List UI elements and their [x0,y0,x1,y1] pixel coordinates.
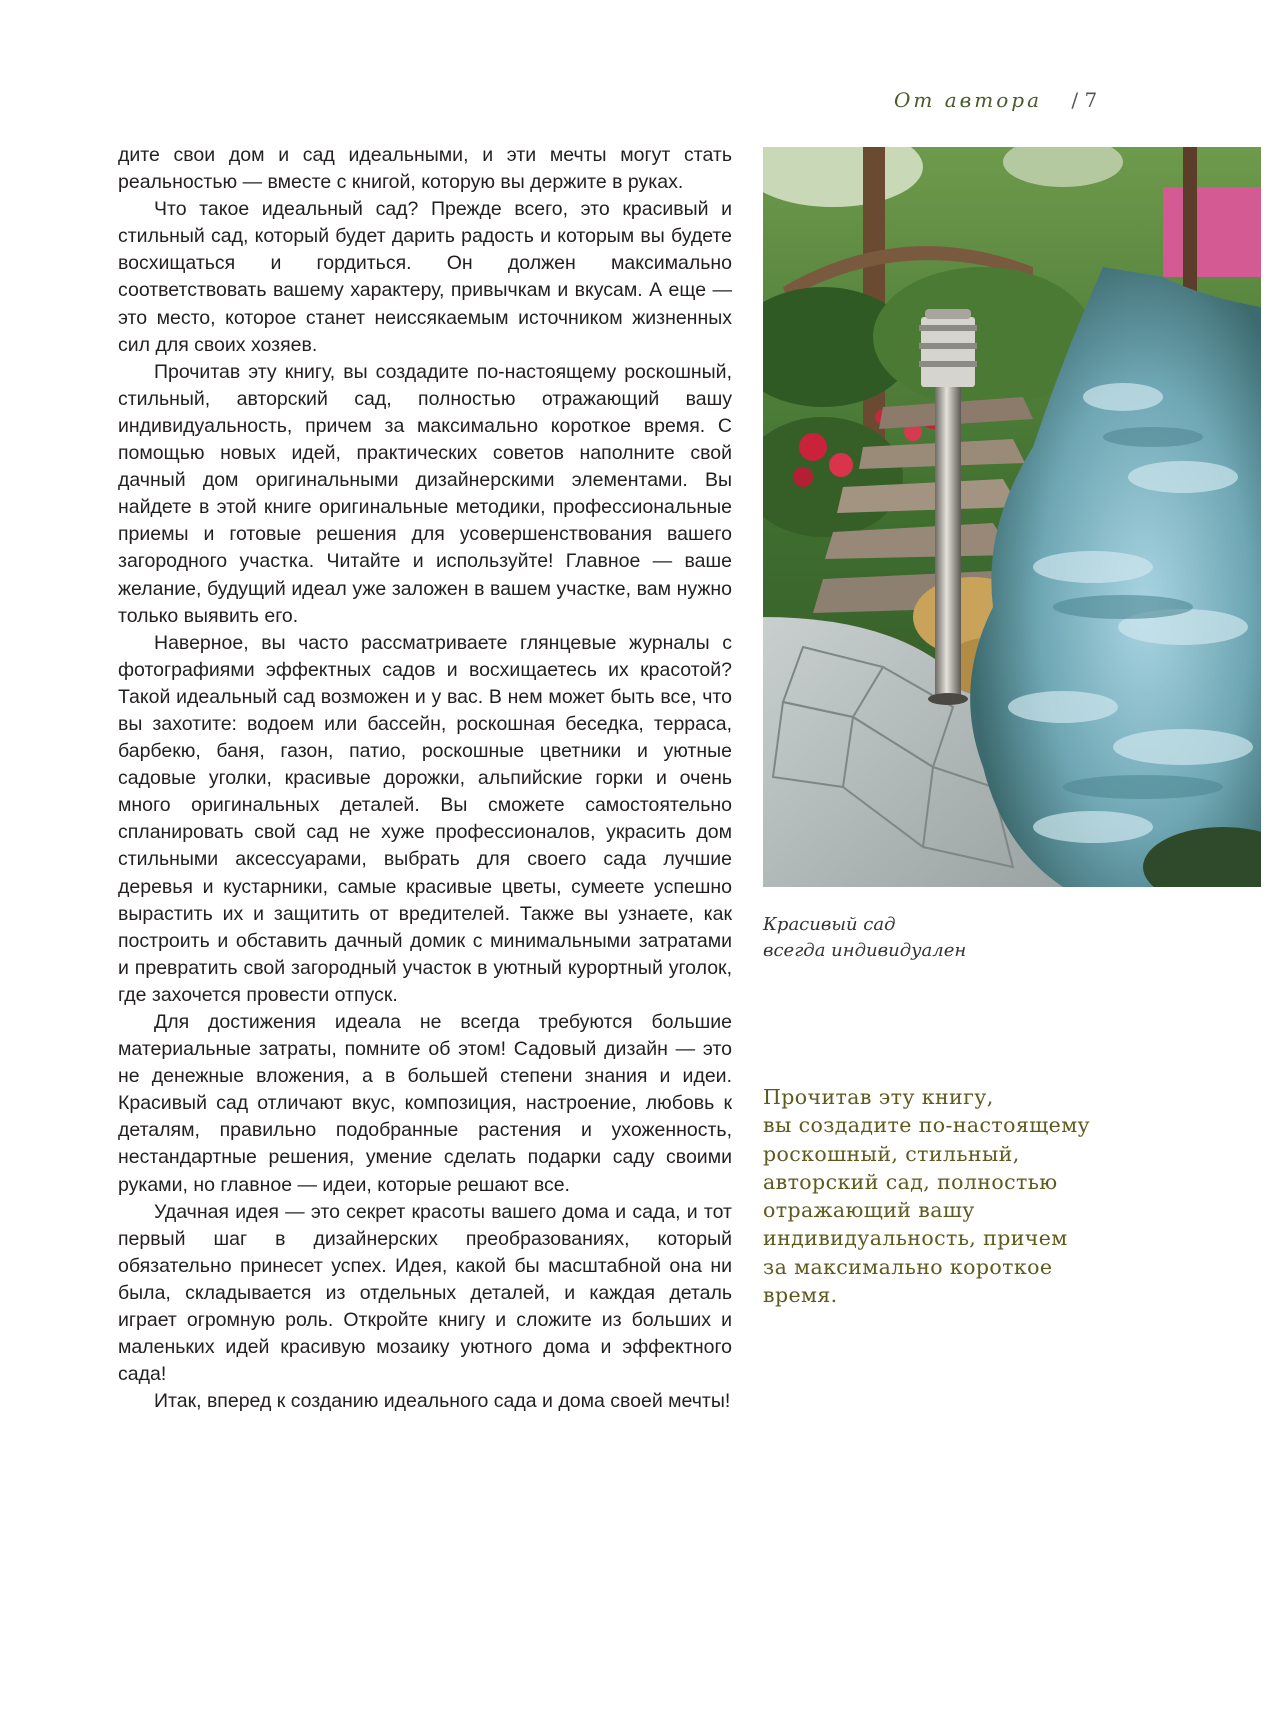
pull-quote-line: вы создадите по-настоящему [763,1113,1091,1138]
section-title: От автора [894,88,1043,112]
paragraph: Что такое идеальный сад? Прежде всего, это красивый и стильный сад, который будет дарить радость и которым вы будете восхищаться и гордиться. Он должен максимально соответствовать вашему характеру, привычкам и вкусам. А еще — это место, которое станет неиссякаемым источником жизненных сил для своих хозяев. [118,198,732,356]
photo-caption [763,912,1063,964]
pull-quote-line: за максимально короткое [763,1254,1053,1279]
pull-quote [763,1083,1103,1309]
pull-quote-line: время. [763,1283,838,1308]
caption-line: Красивый сад [763,914,896,935]
paragraph: Удачная идея — это секрет красоты вашего дома и сада, и тот первый шаг в дизайнерских преобразованиях, который обязательно принесет успех. Идея, какой бы масштабной она ни была, складывается из отдельных деталей, и каждая деталь играет огромную роль. Откройте книгу и сложите из больших и маленьких идей красивую мозаику уютного дома и эффектного сада! [118,1200,732,1386]
page-number: / 7 [1071,88,1098,112]
running-header [894,88,1098,118]
paragraph: Для достижения идеала не всегда требуются большие материальные затраты, помните об этом! Садовый дизайн — это не денежные вложения, а в большей степени знания и идеи. Красивый сад отличают вкус, композиция, настроение, любовь к деталям, правильно подобранные растения и ухоженность, нестандартные решения, умение сделать подарки саду своими руками, но главное — идеи, которые решают все. [118,1011,732,1196]
pull-quote-line: авторский сад, полностью [763,1169,1058,1194]
caption-line: всегда индивидуален [763,940,967,961]
pull-quote-line: отражающий вашу [763,1198,975,1223]
garden-photo [763,147,1261,887]
pull-quote-line: Прочитав эту книгу, [763,1085,994,1109]
paragraph: Наверное, вы часто рассматриваете глянцевые журналы с фотографиями эффектных садов и восхищаетесь их красотой? Такой идеальный сад возможен и у вас. В нем может быть все, что вы захотите: водоем или бассейн, роскошная беседка, терраса, барбекю, баня, газон, патио, роскошные цветники и уютные садовые уголки, красивые дорожки, альпийские горки и очень много оригинальных деталей. Вы сможете самостоятельно спланировать свой сад не хуже профессионалов, украсить дом стильными аксессуарами, выбрать для своего сада лучшие деревья и кустарники, самые красивые цветы, сумеете успешно вырастить их и защитить от вредителей. Также вы узнаете, как построить и обставить дачный домик с минимальными затратами и превратить свой загородный участок в уютный курортный уголок, где захочется провести отпуск. [118,631,732,1006]
paragraph: дите свои дом и сад идеальными, и эти мечты могут стать реальностью — вместе с книгой, которую вы держите в руках. [118,144,732,194]
pull-quote-line: индивидуальность, причем [763,1226,1068,1251]
paragraph: Итак, вперед к созданию идеального сада и дома своей мечты! [154,1390,731,1413]
paragraph: Прочитав эту книгу, вы создадите по-настоящему роскошный, стильный, авторский сад, полностью отражающий вашу индивидуальность, причем за максимально короткое время. С помощью новых идей, практических советов наполните свой дачный дом оригинальными дизайнерскими элементами. Вы найдете в этой книге оригинальные методики, профессиональные приемы и готовые решения для усовершенствования вашего загородного участка. Читайте и используйте! Главное — ваше желание, будущий идеал уже заложен в вашем участке, вам нужно только выявить его. [118,360,732,627]
pull-quote-line: роскошный, стильный, [763,1141,1020,1166]
garden-photo-illustration [763,147,1261,887]
body-text [118,142,732,1415]
